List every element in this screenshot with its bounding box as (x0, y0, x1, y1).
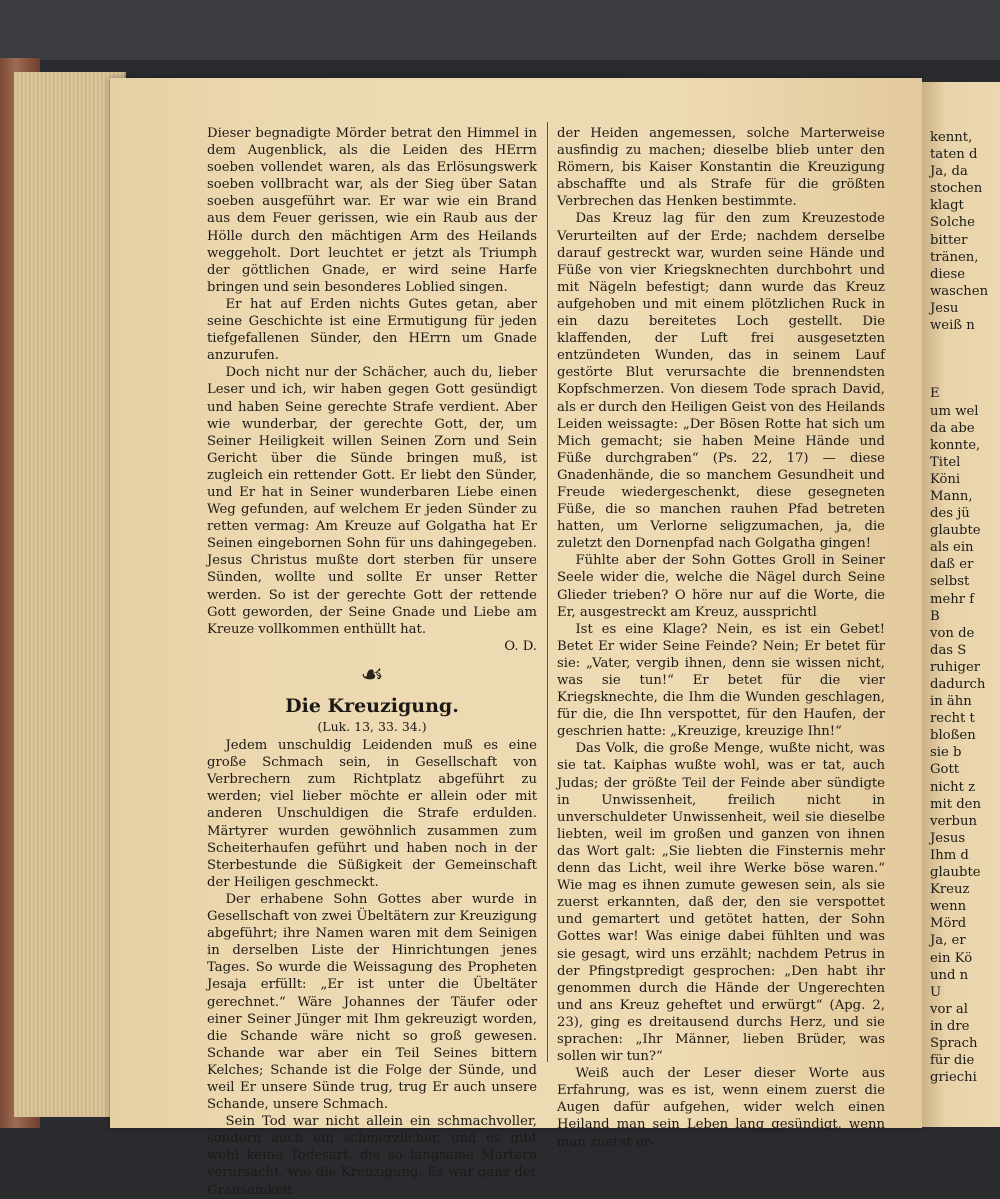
next-page-fragment: sie b (930, 745, 962, 761)
next-page-fragment: ein Kö (930, 950, 973, 966)
paragraph: Dieser begnadigte Mörder betrat den Himmel in dem Augenblick, als die Leiden des HErrn soeben vollendet waren, als das Erlösungswerk soeben vollbracht war, als der Sieg über Satan soeben ausgeführt war. Er war wie ein Brand aus dem Feuer gerissen, wie ein Raub aus der Hölle durch den mächtigen Arm des Heilands weggeholt. Dort leuchtet er jetzt als Triumph der göttlichen Gnade, er wird seine Harfe bringen und sein besonderes Loblied singen. (207, 126, 537, 295)
next-page-fragment: B (930, 608, 940, 624)
next-page-fragment: Köni (930, 471, 961, 487)
next-page-fragment: konnte, (930, 437, 981, 453)
next-page-fragment: in ähn (930, 694, 972, 710)
next-page-fragment: nicht z (930, 779, 976, 795)
next-page-fragment: vor al (930, 1001, 968, 1017)
next-page-fragment: Mörd (930, 916, 967, 932)
signature: O. D. (504, 638, 537, 654)
next-page-fragment: Gott (930, 762, 960, 778)
next-page-fragment: wenn (930, 899, 967, 915)
next-page-fragment: klagt (930, 198, 964, 214)
next-page-fragment: Jesu (930, 300, 959, 316)
next-page-fragment: recht t (930, 711, 975, 727)
next-page-fragment: stochen (930, 181, 983, 197)
next-page-column (930, 129, 1000, 1086)
paragraph: Ist es eine Klage? Nein, es ist ein Gebet! Betet Er wider Seine Feinde? Nein; Er betet für sie: „Vater, vergib ihnen, denn sie wissen nicht, was sie tun!“ Er betet für die vier Kriegsknechte, die Ihm die Wunden geschlagen, für die, die Ihn verspottet, für den Haufen, der geschrien hatte: „Kreuzige, kreuzige Ihn!“ (557, 621, 885, 740)
next-page-fragment: weiß n (930, 318, 975, 334)
next-page-fragment: Jesus (930, 830, 966, 846)
next-page (922, 82, 1000, 1127)
next-page-fragment: als ein (930, 540, 974, 556)
next-page-fragment: E (930, 386, 940, 402)
backdrop-top (0, 0, 1000, 60)
next-page-fragment (930, 334, 1000, 351)
next-page-fragment: mehr f (930, 591, 975, 607)
paragraph: Das Kreuz lag für den zum Kreuzestode Verurteilten auf der Erde; nachdem derselbe darauf gestreckt war, wurden seine Hände und Füße von vier Kriegsknechten durchbohrt und mit Nägeln befestigt; dann wurde das Kreuz aufgehoben und mit einem plötzlichen Ruck in ein dazu bereitetes Loch gestellt. Die klaffenden, der Luft frei ausgesetzten entzündeten Wunden, das in seinem Lauf gestörte Blut verursachte die brennendsten Kopfschmerzen. Von diesem Tode sprach David, als er durch den Heiligen Geist von des Heilands Leiden weissagte: „Der Bösen Rotte hat sich um Mich gemacht; sie haben Meine Hände und Füße durchgraben“ (Ps. 22, 17) — diese Gnadenhände, die so manchem Gesundheit und Freude wiedergeschenkt, diese gesegneten Füße, die so manchen rauhen Pfad betreten hatten, um Verlorne seligzumachen, ja, die zuletzt den Dornenpfad nach Golgatha gingen! (557, 211, 885, 552)
next-page-fragment: des jü (930, 506, 970, 522)
next-page-fragment: diese (930, 266, 966, 282)
next-page-fragment: Ja, er (930, 933, 966, 949)
next-page-fragment: glaubte (930, 523, 981, 539)
paragraph: Der erhabene Sohn Gottes aber wurde in Gesellschaft von zwei Übeltätern zur Kreuzigung abgeführt; ihre Namen waren mit dem Seinigen in derselben Liste der Hinrichtungen jenes Tages. So wurde die Weissagung des Propheten Jesaja erfüllt: „Er ist unter die Übeltäter gerechnet.“ Wäre Johannes der Täufer oder einer Seiner Jünger mit Ihm gekreuzigt worden, die Schande wäre nicht so groß gewesen. Schande war aber ein Teil Seines bittern Kelches; Schande ist die Folge der Sünde, und weil Er unsere Sünde trug, trug Er auch unsere Schande, unsere Schmach. (207, 891, 537, 1113)
paragraph: Doch nicht nur der Schächer, auch du, lieber Leser und ich, wir haben gegen Gott gesündigt und haben Seine gerechte Strafe verdient. Aber wie wunderbar, der gerechte Gott, der, um Seiner Heiligkeit willen Seinen Zorn und Sein Gericht über die Sünde bringen muß, ist zugleich ein rettender Gott. Er liebt den Sünder, und Er hat in Seiner wunderbaren Liebe einen Weg gefunden, auf welchem Er jeden Sünder zu retten vermag: Am Kreuze auf Golgatha hat Er Seinen eingebornen Sohn für uns dahingegeben. Jesus Christus mußte dort sterben für unsere Sünden, wollte und sollte Er unser Retter werden. So ist der gerechte Gott der rettende Gott geworden, der Seine Gnade und Liebe am Kreuze vollkommen enthüllt hat. (207, 365, 537, 637)
paragraph: Sein Tod war nicht allein ein schmachvoller, sondern auch ein schmerzlicher, und es gibt wohl keine Todesart, die so langsame Martern verursacht, wie die Kreuzigung. Es war ganz der Grausamkeit (207, 1114, 537, 1198)
next-page-fragment: Ja, da (930, 164, 968, 180)
next-page-fragment: bloßen (930, 728, 976, 744)
paragraph: Das Volk, die große Menge, wußte nicht, was sie tat. Kaiphas wußte wohl, was er tat, auch Judas; der größte Teil der Feinde aber sündigte in Unwissenheit, freilich nicht in unverschuldeter Unwissenheit, weil sie dieselbe liebten, weil im großen und ganzen von ihnen das Wort galt: „Sie liebten die Finsternis mehr denn das Licht, weil ihre Werke böse waren.“ Wie mag es ihnen zumute gewesen sein, als sie zuerst erkannten, daß der, den sie verspottet und gemartert und getötet hatten, der Sohn Gottes war! Was einige dabei fühlten und was sie gesagt, wird uns erzählt; nachdem Petrus in der Pfingstpredigt gesprochen: „Den habt ihr genommen durch die Hände der Ungerechten und ans Kreuz geheftet und erwürgt“ (Apg. 2, 23), ging es dreitausend durchs Herz, und sie sprachen: „Ihr Männer, lieben Brüder, was sollen wir tun?“ (557, 741, 885, 1065)
next-page-fragment: U (930, 984, 942, 1000)
next-page-fragment: daß er (930, 557, 974, 573)
next-page-fragment: Sprach (930, 1035, 978, 1051)
next-page-fragment: verbun (930, 813, 977, 829)
column-divider (547, 122, 548, 1062)
next-page-fragment: Titel (930, 454, 961, 470)
next-page-fragment (930, 351, 1000, 368)
next-page-fragment: um wel (930, 403, 979, 419)
next-page-fragment: kennt, (930, 130, 973, 145)
next-page-fragment: bitter (930, 232, 968, 248)
next-page-fragment: Kreuz (930, 882, 970, 898)
paragraph: Weiß auch der Leser dieser Worte aus Erfahrung, was es ist, wenn einem zuerst die Augen dafür aufgehen, wider welch einen Heiland man sein Leben lang gesündigt, wenn man zuerst er- (557, 1066, 885, 1150)
next-page-fragment: griechi (930, 1070, 977, 1086)
next-page-fragment: Ihm d (930, 847, 969, 863)
paragraph: Er hat auf Erden nichts Gutes getan, aber seine Geschichte ist eine Ermutigung für jeden tiefgefallenen Sünder, den HErrn um Gnade anzurufen. (207, 296, 537, 364)
paragraph: Fühlte aber der Sohn Gottes Groll in Seiner Seele wider die, welche die Nägel durch Seine Glieder trieben? O höre nur auf die Worte, die Er, ausgestreckt am Kreuz, aussprichtl (557, 553, 885, 620)
next-page-fragment: mit den (930, 796, 981, 812)
paragraph: der Heiden angemessen, solche Marterweise ausfindig zu machen; dieselbe blieb unter den Römern, bis Kaiser Konstantin die Kreuzigung abschaffte und als Strafe für die größten Verbrechen das Henken bestimmte. (557, 126, 885, 210)
next-page-fragment: für die (930, 1053, 975, 1069)
next-page-fragment: ruhiger (930, 659, 981, 675)
article-heading: Die Kreuzigung. (285, 695, 459, 717)
left-column (207, 125, 537, 1199)
next-page-fragment: taten d (930, 147, 978, 163)
paragraph: Jedem unschuldig Leidenden muß es eine große Schmach sein, in Gesellschaft von Verbrechern zum Richtplatz abgeführt zu werden; viel lieber möchte er allein oder mit anderen Unschuldigen die Strafe erdulden. Märtyrer wurden gewöhnlich zusammen zum Scheiterhaufen geführt und haben noch in der Sterbestunde die Süßigkeit der Gemeinschaft der Heiligen geschmeckt. (207, 738, 537, 890)
next-page-fragment: und n (930, 967, 969, 983)
next-page-fragment: glaubte (930, 865, 981, 881)
next-page-fragment: da abe (930, 420, 975, 436)
right-column (557, 125, 885, 1151)
next-page-fragment: Solche (930, 215, 975, 231)
next-page-fragment: waschen (930, 283, 989, 299)
ornament-icon: ☙ (360, 659, 384, 690)
next-page-fragment: tränen, (930, 249, 979, 265)
next-page-fragment: selbst (930, 574, 970, 590)
next-page-fragment: Mann, (930, 488, 973, 504)
next-page-fragment: von de (930, 625, 975, 641)
next-page-fragment: das S (930, 642, 967, 658)
scripture-reference: (Luk. 13, 33. 34.) (317, 719, 427, 734)
next-page-fragment: in dre (930, 1018, 970, 1034)
next-page-fragment: dadurch (930, 677, 986, 692)
next-page-fragment (930, 368, 1000, 385)
